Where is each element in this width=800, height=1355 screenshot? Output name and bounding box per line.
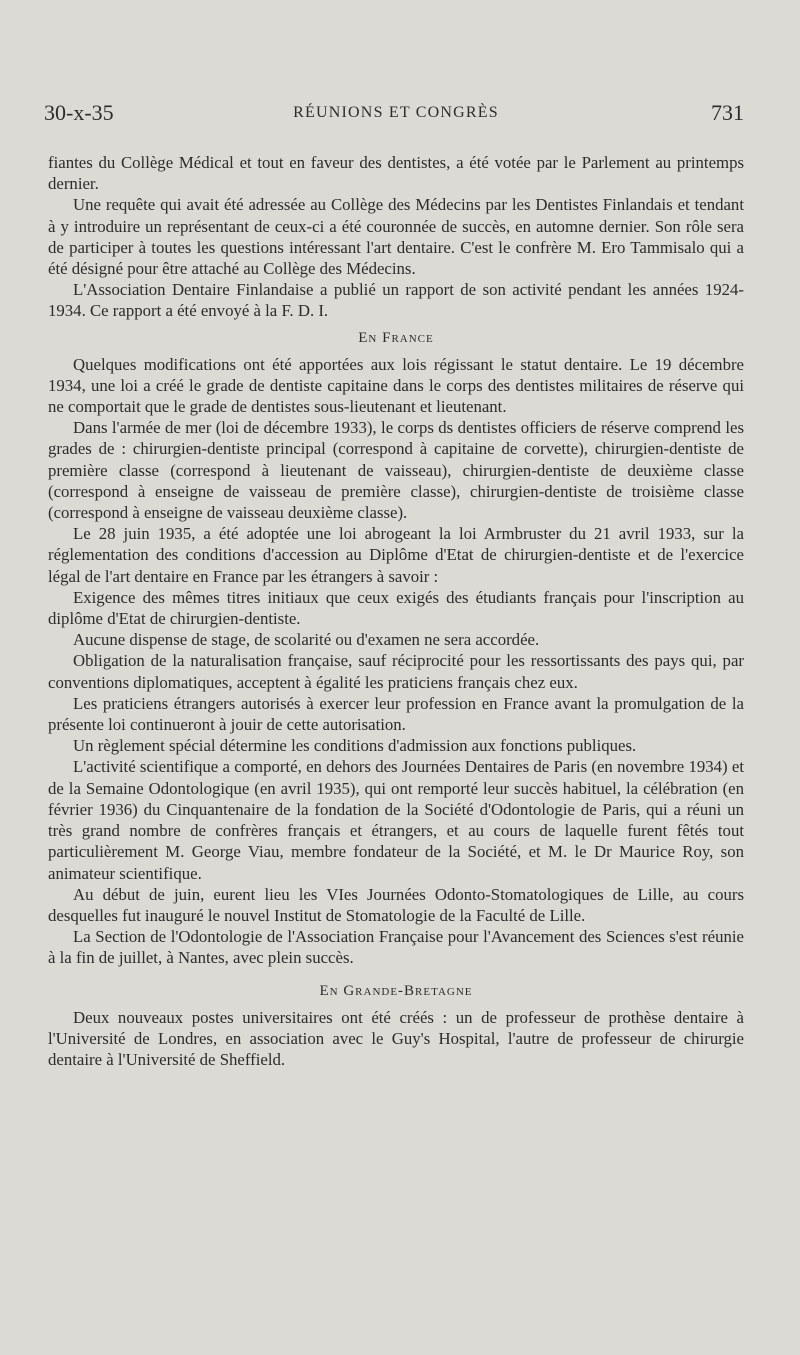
- section-heading-great-britain: En Grande-Bretagne: [319, 982, 473, 999]
- paragraph: Obligation de la naturalisation française, sauf réciprocité pour les ressortissants des pays qui, par conventions diplomatiques, acceptent à égalité les praticiens français chez eux.: [48, 651, 744, 692]
- paragraph: L'activité scientifique a comporté, en dehors des Journées Dentaires de Paris (en novembre 1934) et de la Semaine Odontologique (en avril 1935), qui ont remporté leur succès habituel, la célébration (en février 1936) du Cinquantenaire de la fondation de la Société d'Odontologie de Paris, qui a réuni un très grand nombre de confrères français et étrangers, et au cours de laquelle furent fêtés tout particulièrement M. George Viau, membre fondateur de la Société, et M. le Dr Maurice Roy, son animateur scientifique.: [48, 757, 744, 883]
- paragraph: Dans l'armée de mer (loi de décembre 1933), le corps ds dentistes officiers de réserve comprend les grades de : chirurgien-dentiste principal (correspond à capitaine de corvette), chirurgien-dentiste de première classe (correspond à lieutenant de vaisseau), chirurgien-dentiste de deuxième classe (correspond à enseigne de vaisseau de première classe), chirurgien-dentiste de troisième classe (correspond à enseigne de vaisseau deuxième classe).: [48, 418, 744, 523]
- paragraph: Un règlement spécial détermine les conditions d'admission aux fonctions publiques.: [73, 736, 637, 756]
- paragraph: Au début de juin, eurent lieu les VIes Journées Odonto-Stomatologiques de Lille, au cours desquelles fut inauguré le nouvel Institut de Stomatologie de la Faculté de Lille.: [48, 884, 744, 925]
- paragraph: fiantes du Collège Médical et tout en faveur des dentistes, a été votée par le Parlement au printemps dernier.: [48, 153, 744, 194]
- paragraph: La Section de l'Odontologie de l'Association Française pour l'Avancement des Sciences s'est réunie à la fin de juillet, à Nantes, avec plein succès.: [48, 927, 744, 968]
- paragraph: Quelques modifications ont été apportées aux lois régissant le statut dentaire. Le 19 décembre 1934, une loi a créé le grade de dentiste capitaine dans le corps des dentistes militaires de réserve qui ne comportait que le grade de dentistes sous-lieutenant et lieutenant.: [48, 354, 744, 417]
- running-head: [44, 100, 744, 140]
- header-title: RÉUNIONS ET CONGRÈS: [293, 104, 499, 121]
- paragraph: Aucune dispense de stage, de scolarité ou d'examen ne sera accordée.: [73, 630, 540, 650]
- page-number: 731: [711, 100, 744, 125]
- paragraph: Le 28 juin 1935, a été adoptée une loi abrogeant la loi Armbruster du 21 avril 1933, sur la réglementation des conditions d'accession au Diplôme d'Etat de chirurgien-dentiste et de l'exercice légal de l'art dentaire en France par les étrangers à savoir :: [48, 524, 744, 586]
- paragraph: Les praticiens étrangers autorisés à exercer leur profession en France avant la promulgation de la présente loi continueront à jouir de cette autorisation.: [48, 693, 744, 735]
- paragraph: Exigence des mêmes titres initiaux que ceux exigés des étudiants français pour l'inscription au diplôme d'Etat de chirurgien-dentiste.: [48, 587, 744, 629]
- paragraph: L'Association Dentaire Finlandaise a publié un rapport de son activité pendant les années 1924-1934. Ce rapport a été envoyé à la F. D. I.: [48, 280, 744, 321]
- paragraph: Deux nouveaux postes universitaires ont été créés : un de professeur de prothèse dentaire à l'Université de Londres, en association avec le Guy's Hospital, l'autre de professeur de chirurgie dentaire à l'Université de Sheffield.: [48, 1007, 744, 1069]
- section-heading-france: En France: [358, 329, 434, 346]
- header-date: 30-x-35: [44, 100, 114, 125]
- paragraph: Une requête qui avait été adressée au Collège des Médecins par les Dentistes Finlandais et tendant à y introduire un représentant de ceux-ci a été couronnée de succès, en automne dernier. Son rôle sera de participer à toutes les questions intéressant l'art dentaire. C'est le confrère M. Ero Tammisalo qui a été désigné pour être attaché au Collège des Médecins.: [48, 195, 744, 279]
